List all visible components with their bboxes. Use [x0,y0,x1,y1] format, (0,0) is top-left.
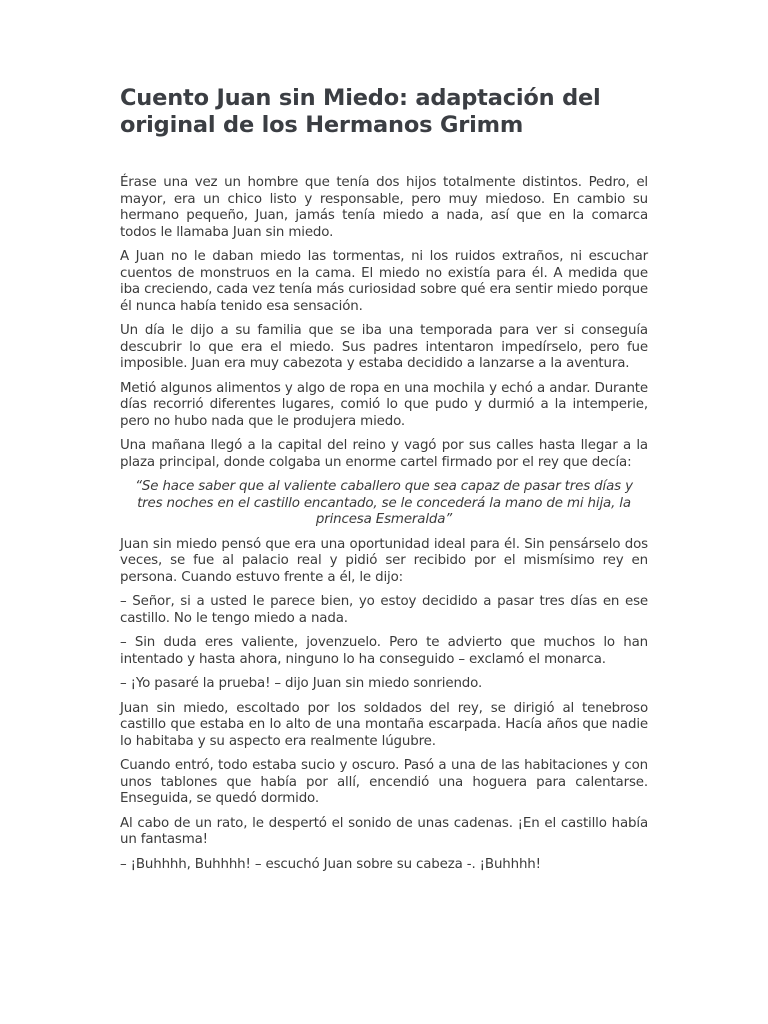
royal-decree-quote: “Se hace saber que al valiente caballero que sea capaz de pasar tres días y tres noches en el castillo encantado, se le concederá la mano de mi hija, la princesa Esmeralda” [135,479,633,527]
paragraph-2: A Juan no le daban miedo las tormentas, ni los ruidos extraños, ni escuchar cuentos de monstruos en la cama. El miedo no existía para él. A medida que iba creciendo, cada vez tenía más curiosidad sobre qué era sentir miedo porque él nunca había tenido esa sensación. [120,249,648,314]
paragraph-7: Juan sin miedo pensó que era una oportunidad ideal para él. Sin pensárselo dos veces, se fue al palacio real y pidió ser recibido por el mismísimo rey en persona. Cuando estuvo frente a él, le dijo: [120,536,648,585]
paragraph-13: Al cabo de un rato, le despertó el sonido de unas cadenas. ¡En el castillo había un fantasma! [120,815,648,847]
paragraph-5: Una mañana llegó a la capital del reino y vagó por sus calles hasta llegar a la plaza principal, donde colgaba un enorme cartel firmado por el rey que decía: [120,438,648,470]
paragraph-4: Metió algunos alimentos y algo de ropa en una mochila y echó a andar. Durante días recorrió diferentes lugares, comió lo que pudo y durmió a la intemperie, pero no hubo nada que le produjera miedo. [120,380,648,429]
paragraph-1: Érase una vez un hombre que tenía dos hijos totalmente distintos. Pedro, el mayor, era un chico listo y responsable, pero muy miedoso. En cambio su hermano pequeño, Juan, jamás tenía miedo a nada, así que en la comarca todos le llamaba Juan sin miedo. [120,175,648,240]
dialogue-line-4: – ¡Buhhhh, Buhhhh! – escuchó Juan sobre su cabeza -. ¡Buhhhh! [120,856,541,872]
dialogue-line-3: – ¡Yo pasaré la prueba! – dijo Juan sin miedo sonriendo. [120,676,483,691]
paragraph-3: Un día le dijo a su familia que se iba una temporada para ver si conseguía descubrir lo que era el miedo. Sus padres intentaron impedírselo, pero fue imposible. Juan era muy cabezota y estaba decidido a lanzarse a la aventura. [120,323,648,371]
story-body [120,175,648,873]
dialogue-line-1: – Señor, si a usted le parece bien, yo estoy decidido a pasar tres días en ese castillo. No le tengo miedo a nada. [120,594,648,626]
dialogue-line-2: – Sin duda eres valiente, jovenzuelo. Pero te advierto que muchos lo han intentado y hasta ahora, ninguno lo ha conseguido – exclamó el monarca. [120,635,648,667]
paragraph-11: Juan sin miedo, escoltado por los soldados del rey, se dirigió al tenebroso castillo que estaba en lo alto de una montaña escarpada. Hacía años que nadie lo habitaba y su aspecto era realmente lúgubre. [120,700,648,749]
paragraph-12: Cuando entró, todo estaba sucio y oscuro. Pasó a una de las habitaciones y con unos tablones que había por allí, encendió una hoguera para calentarse. Enseguida, se quedó dormido. [120,758,648,806]
document-title: Cuento Juan sin Miedo: adaptación del original de los Hermanos Grimm [120,85,601,138]
